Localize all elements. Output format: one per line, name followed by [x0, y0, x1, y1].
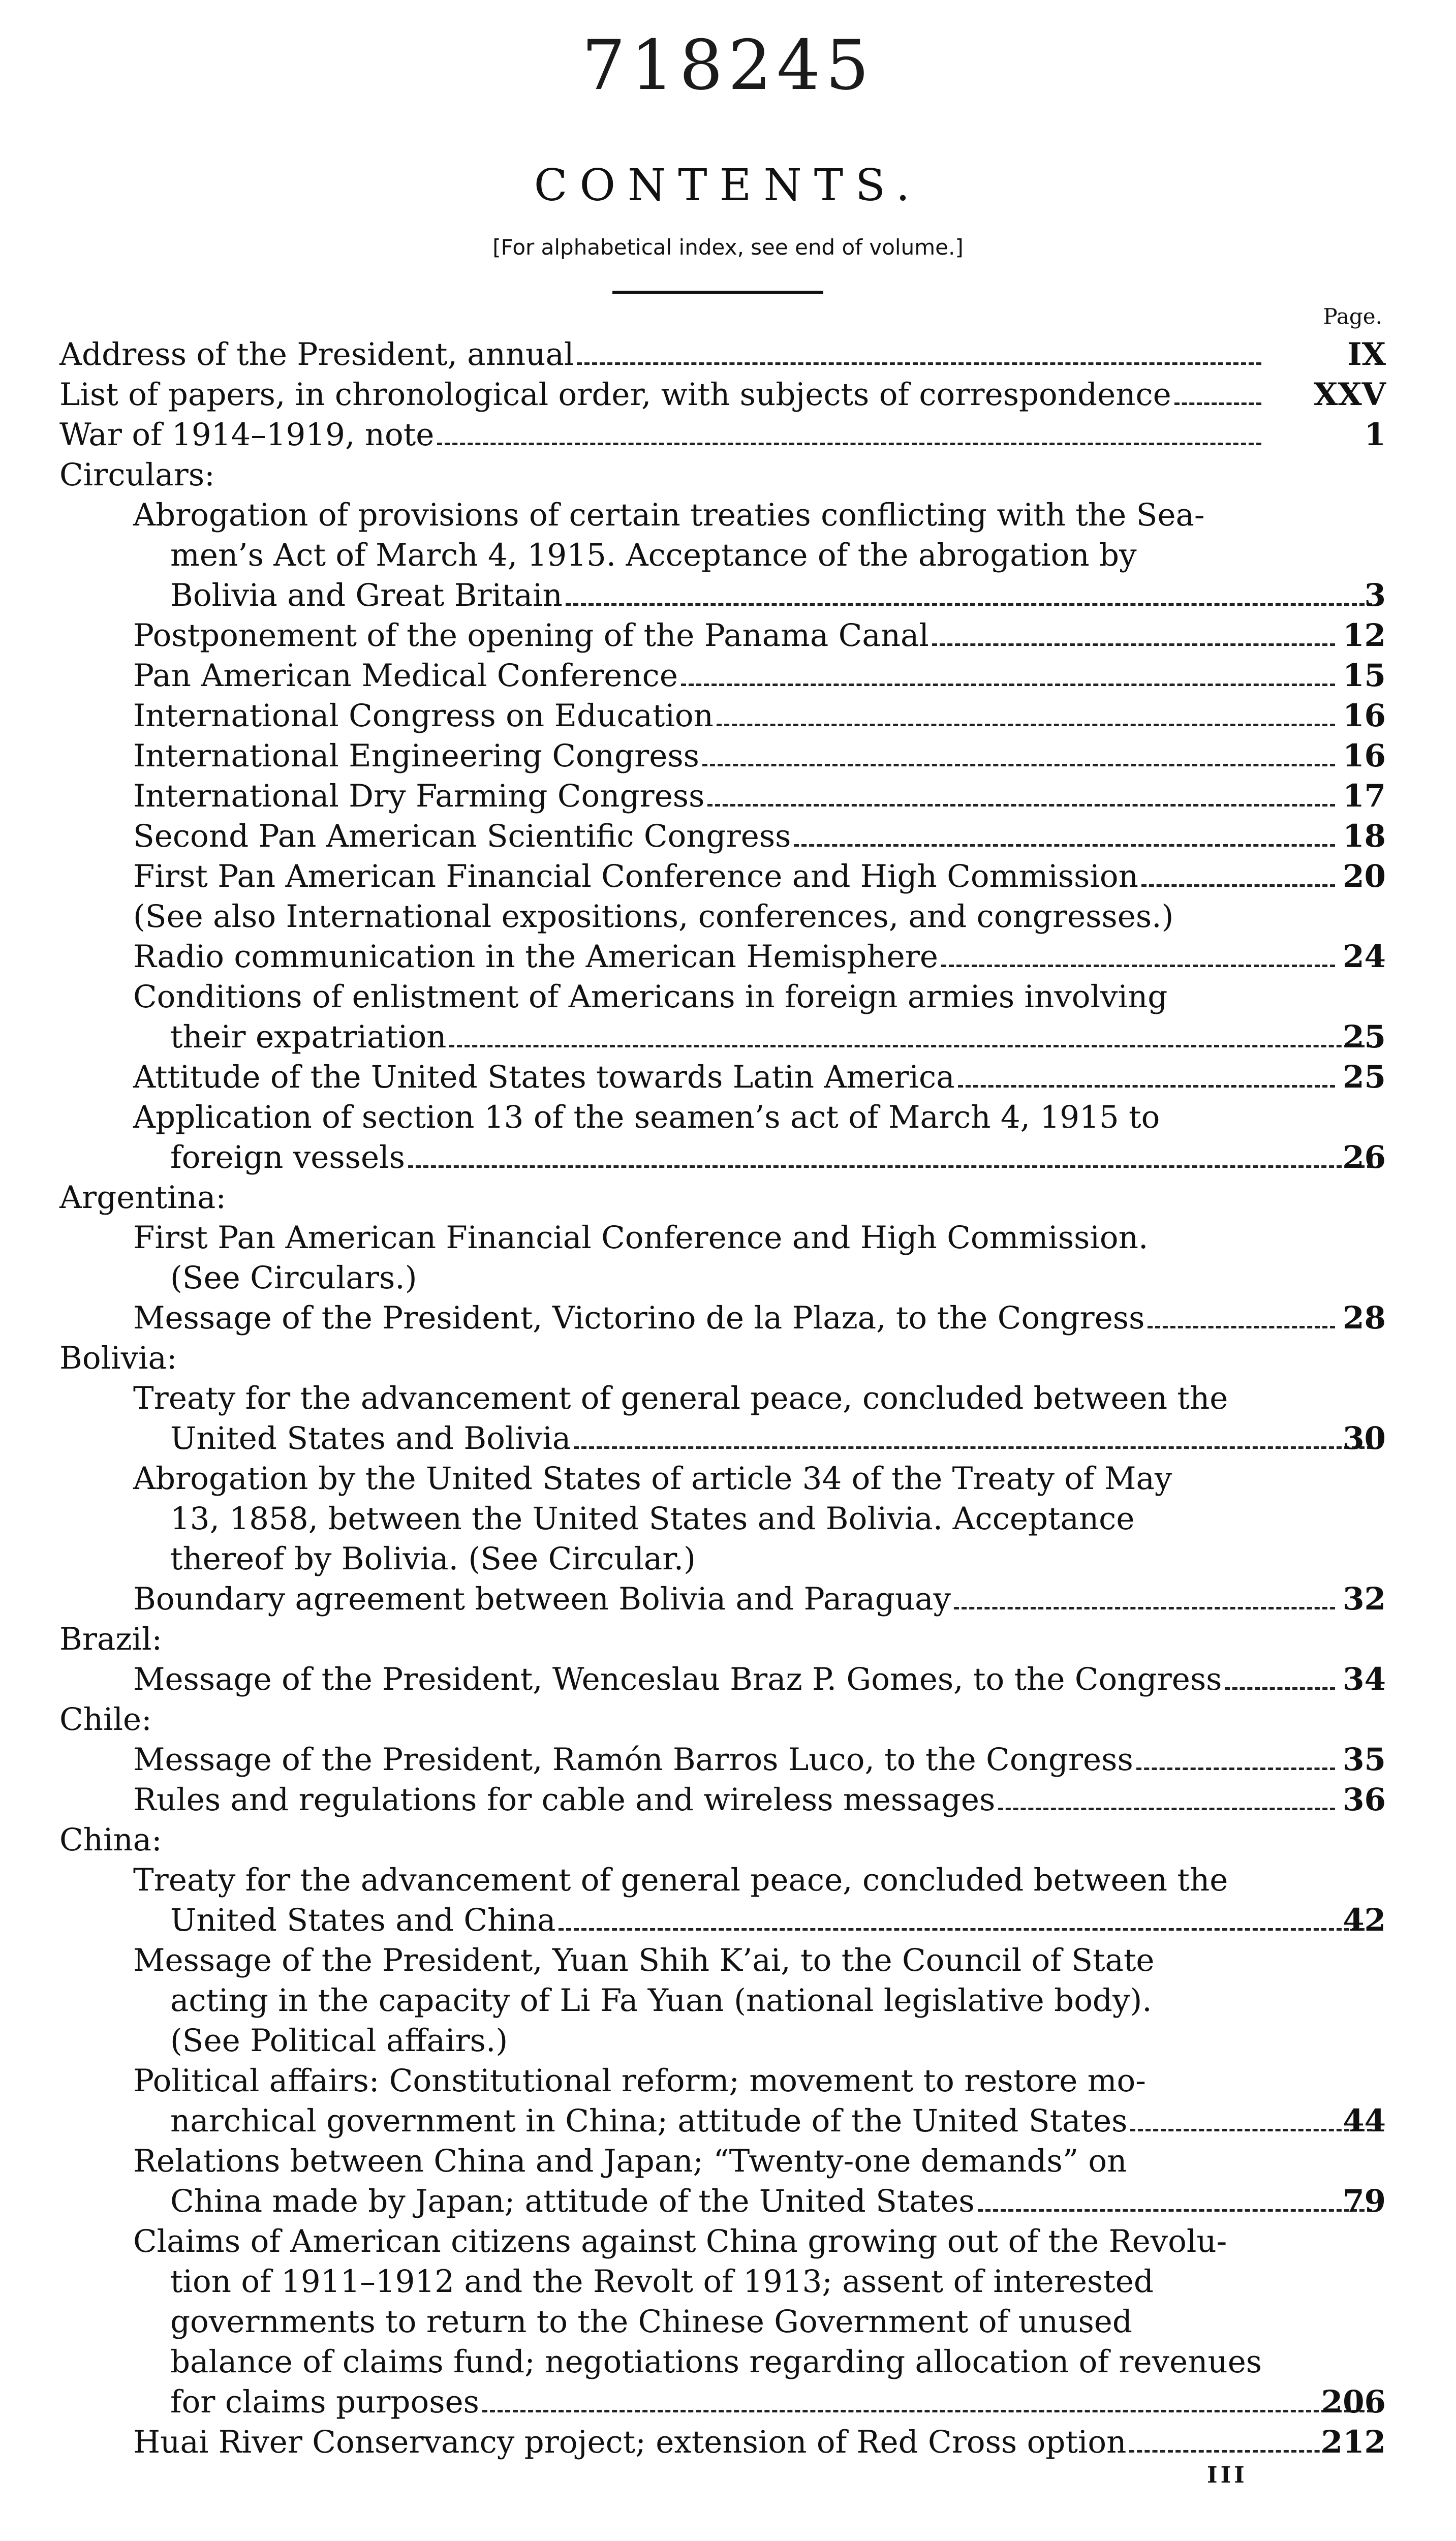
- toc-entry-line: [59, 375, 1386, 415]
- dot-leader: [408, 1165, 1372, 1168]
- toc-entry-line: [59, 2382, 1386, 2422]
- toc-entry-text: Abrogation of provisions of certain treaties conflicting with the Sea-: [133, 497, 1205, 533]
- toc-entry-line: [59, 1097, 1386, 1137]
- index-note: [For alphabetical index, see end of volume.]: [492, 235, 964, 260]
- toc-entry-text: (See Political affairs.): [170, 2023, 508, 2059]
- toc-page-number: 16: [1343, 738, 1386, 774]
- toc-section-heading: [59, 1820, 1386, 1860]
- toc-entry-line: [59, 1579, 1386, 1619]
- toc-entry-line: [59, 2061, 1386, 2101]
- dot-leader: [958, 1085, 1335, 1088]
- toc-entry-text: Message of the President, Victorino de la Plaza, to the Congress: [133, 1300, 1145, 1336]
- page-title: CONTENTS.: [534, 160, 922, 211]
- toc-entry-text: tion of 1911–1912 and the Revolt of 1913; assent of interested: [170, 2264, 1154, 2300]
- toc-entry-line: [59, 1258, 1386, 1298]
- toc-entry-line: [59, 535, 1386, 575]
- toc-entry-text: Pan American Medical Conference: [133, 658, 678, 694]
- toc-entry-text: acting in the capacity of Li Fa Yuan (national legislative body).: [170, 1982, 1152, 2019]
- toc-page-number: XXV: [1314, 377, 1386, 413]
- toc-entry-text: governments to return to the Chinese Government of unused: [170, 2304, 1132, 2340]
- toc-entry-line: [59, 937, 1386, 977]
- dot-leader: [574, 1446, 1372, 1449]
- toc-entry-line: [59, 736, 1386, 776]
- toc-section-heading: [59, 1177, 1386, 1218]
- toc-entry-text: Treaty for the advancement of general peace, concluded between the: [133, 1862, 1228, 1898]
- toc-entry-text: War of 1914–1919, note: [59, 417, 435, 453]
- toc-entry-line: [59, 415, 1386, 455]
- toc-entry-text: (See Circulars.): [170, 1260, 417, 1296]
- toc-entry-text: United States and Bolivia: [170, 1420, 571, 1457]
- toc-entry-line: [59, 2302, 1386, 2342]
- toc-entry-text: Huai River Conservancy project; extension of Red Cross option: [133, 2424, 1127, 2460]
- dot-leader: [559, 1928, 1372, 1931]
- toc-page-number: 34: [1343, 1661, 1386, 1697]
- toc-entry-text: Chile:: [59, 1701, 152, 1738]
- toc-entry-line: [59, 896, 1386, 937]
- toc-entry-text: Relations between China and Japan; “Twenty-one demands” on: [133, 2143, 1127, 2179]
- dot-leader: [437, 443, 1261, 445]
- dot-leader: [717, 724, 1335, 726]
- toc-entry-line: [59, 334, 1386, 375]
- toc-entry-line: [59, 1900, 1386, 1940]
- table-of-contents: [59, 334, 1386, 2462]
- toc-page-number: 25: [1343, 1059, 1386, 1095]
- toc-entry-text: Conditions of enlistment of Americans in foreign armies involving: [133, 979, 1168, 1015]
- toc-page-number: 42: [1343, 1902, 1386, 1938]
- toc-entry-line: [59, 495, 1386, 535]
- toc-entry-text: Attitude of the United States towards Latin America: [133, 1059, 955, 1095]
- toc-page-number: 26: [1343, 1139, 1386, 1175]
- toc-entry-line: [59, 2342, 1386, 2382]
- toc-entry-text: Political affairs: Constitutional reform; movement to restore mo-: [133, 2063, 1146, 2099]
- page-folio: III: [1207, 2462, 1248, 2488]
- toc-entry-line: [59, 1378, 1386, 1418]
- toc-entry-text: (See also International expositions, conferences, and congresses.): [133, 898, 1174, 935]
- toc-page-number: 35: [1343, 1742, 1386, 1778]
- dot-leader: [566, 603, 1372, 606]
- toc-entry-line: [59, 1499, 1386, 1539]
- toc-entry-line: [59, 1459, 1386, 1499]
- toc-entry-text: Second Pan American Scientific Congress: [133, 818, 791, 854]
- toc-entry-line: [59, 575, 1386, 615]
- toc-entry-text: International Dry Farming Congress: [133, 778, 705, 814]
- toc-page-number: 28: [1343, 1300, 1386, 1336]
- toc-entry-line: [59, 696, 1386, 736]
- toc-entry-text: Bolivia:: [59, 1340, 177, 1376]
- dot-leader: [1174, 402, 1261, 405]
- toc-entry-text: their expatriation: [170, 1019, 447, 1055]
- dot-leader: [449, 1045, 1372, 1047]
- dot-leader: [794, 844, 1335, 847]
- toc-entry-line: [59, 1740, 1386, 1780]
- toc-entry-line: [59, 1418, 1386, 1459]
- toc-entry-text: Message of the President, Ramón Barros Luco, to the Congress: [133, 1742, 1133, 1778]
- toc-entry-text: thereof by Bolivia. (See Circular.): [170, 1541, 696, 1577]
- toc-entry-line: [59, 816, 1386, 856]
- toc-entry-line: [59, 1017, 1386, 1057]
- page-column-heading: Page.: [1323, 304, 1382, 329]
- toc-entry-text: Brazil:: [59, 1621, 163, 1657]
- toc-entry-line: [59, 1940, 1386, 1980]
- dot-leader: [702, 764, 1335, 766]
- toc-entry-line: [59, 1539, 1386, 1579]
- toc-page-number: 79: [1343, 2183, 1386, 2219]
- toc-page-number: 12: [1343, 617, 1386, 654]
- toc-entry-text: 13, 1858, between the United States and Bolivia. Acceptance: [170, 1501, 1135, 1537]
- toc-entry-text: First Pan American Financial Conference and High Commission.: [133, 1220, 1149, 1256]
- toc-entry-line: [59, 2021, 1386, 2061]
- dot-leader: [932, 643, 1335, 646]
- dot-leader: [707, 804, 1335, 807]
- toc-page-number: 212: [1321, 2424, 1386, 2460]
- toc-entry-line: [59, 2422, 1386, 2462]
- title-divider: [612, 291, 823, 294]
- toc-entry-text: Treaty for the advancement of general peace, concluded between the: [133, 1380, 1228, 1416]
- toc-section-heading: [59, 1699, 1386, 1740]
- toc-entry-line: [59, 856, 1386, 896]
- toc-entry-line: [59, 2221, 1386, 2261]
- dot-leader: [941, 965, 1335, 967]
- toc-section-heading: [59, 455, 1386, 495]
- dot-leader: [681, 684, 1335, 686]
- toc-entry-text: Radio communication in the American Hemisphere: [133, 939, 938, 975]
- toc-page-number: 25: [1343, 1019, 1386, 1055]
- toc-entry-line: [59, 1860, 1386, 1900]
- toc-entry-text: List of papers, in chronological order, with subjects of correspondence: [59, 377, 1171, 413]
- toc-entry-text: First Pan American Financial Conference and High Commission: [133, 858, 1138, 894]
- toc-entry-line: [59, 1780, 1386, 1820]
- toc-entry-text: Boundary agreement between Bolivia and Paraguay: [133, 1581, 951, 1617]
- toc-entry-text: Argentina:: [59, 1180, 226, 1216]
- toc-entry-line: [59, 1057, 1386, 1097]
- toc-page-number: 1: [1364, 417, 1386, 453]
- toc-page-number: 36: [1343, 1782, 1386, 1818]
- toc-entry-text: China:: [59, 1822, 162, 1858]
- toc-entry-text: foreign vessels: [170, 1139, 405, 1175]
- toc-page-number: 3: [1364, 577, 1386, 613]
- toc-page-number: 206: [1321, 2384, 1386, 2420]
- toc-page-number: 32: [1343, 1581, 1386, 1617]
- toc-entry-line: [59, 1298, 1386, 1338]
- toc-entry-text: Claims of American citizens against China growing out of the Revolu-: [133, 2223, 1227, 2259]
- dot-leader: [577, 362, 1261, 365]
- toc-section-heading: [59, 1619, 1386, 1659]
- toc-entry-text: balance of claims fund; negotiations regarding allocation of revenues: [170, 2344, 1262, 2380]
- toc-page-number: IX: [1347, 336, 1386, 373]
- toc-page-number: 16: [1343, 698, 1386, 734]
- toc-entry-text: Message of the President, Yuan Shih K’ai, to the Council of State: [133, 1942, 1155, 1978]
- toc-entry-line: [59, 776, 1386, 816]
- toc-page-number: 18: [1343, 818, 1386, 854]
- toc-section-heading: [59, 1338, 1386, 1378]
- toc-page-number: 15: [1343, 658, 1386, 694]
- toc-entry-text: Rules and regulations for cable and wireless messages: [133, 1782, 996, 1818]
- toc-entry-text: United States and China: [170, 1902, 556, 1938]
- toc-entry-text: Address of the President, annual: [59, 336, 574, 373]
- toc-page-number: 20: [1343, 858, 1386, 894]
- toc-entry-text: International Engineering Congress: [133, 738, 699, 774]
- toc-entry-line: [59, 656, 1386, 696]
- toc-page-number: 17: [1343, 778, 1386, 814]
- toc-entry-text: Abrogation by the United States of article 34 of the Treaty of May: [133, 1461, 1172, 1497]
- toc-page-number: 30: [1343, 1420, 1386, 1457]
- toc-entry-text: Circulars:: [59, 457, 215, 493]
- toc-entry-line: [59, 1218, 1386, 1258]
- toc-entry-text: Message of the President, Wenceslau Braz P. Gomes, to the Congress: [133, 1661, 1222, 1697]
- dot-leader: [954, 1607, 1335, 1609]
- accession-number-stamp: 718245: [581, 25, 875, 105]
- toc-entry-text: International Congress on Education: [133, 698, 714, 734]
- toc-entry-line: [59, 2181, 1386, 2221]
- toc-entry-text: for claims purposes: [170, 2384, 479, 2420]
- toc-entry-line: [59, 977, 1386, 1017]
- toc-page-number: 44: [1343, 2103, 1386, 2139]
- toc-entry-line: [59, 2261, 1386, 2302]
- toc-entry-line: [59, 1137, 1386, 1177]
- toc-entry-text: China made by Japan; attitude of the United States: [170, 2183, 975, 2219]
- toc-page-number: 24: [1343, 939, 1386, 975]
- toc-entry-line: [59, 1980, 1386, 2021]
- dot-leader: [482, 2410, 1372, 2412]
- toc-entry-text: Application of section 13 of the seamen’s act of March 4, 1915 to: [133, 1099, 1160, 1135]
- toc-entry-text: Bolivia and Great Britain: [170, 577, 563, 613]
- toc-entry-line: [59, 1659, 1386, 1699]
- toc-entry-text: men’s Act of March 4, 1915. Acceptance of the abrogation by: [170, 537, 1137, 573]
- toc-entry-text: narchical government in China; attitude of the United States: [170, 2103, 1128, 2139]
- toc-entry-line: [59, 2141, 1386, 2181]
- toc-entry-line: [59, 2101, 1386, 2141]
- toc-entry-line: [59, 615, 1386, 656]
- toc-entry-text: Postponement of the opening of the Panama Canal: [133, 617, 929, 654]
